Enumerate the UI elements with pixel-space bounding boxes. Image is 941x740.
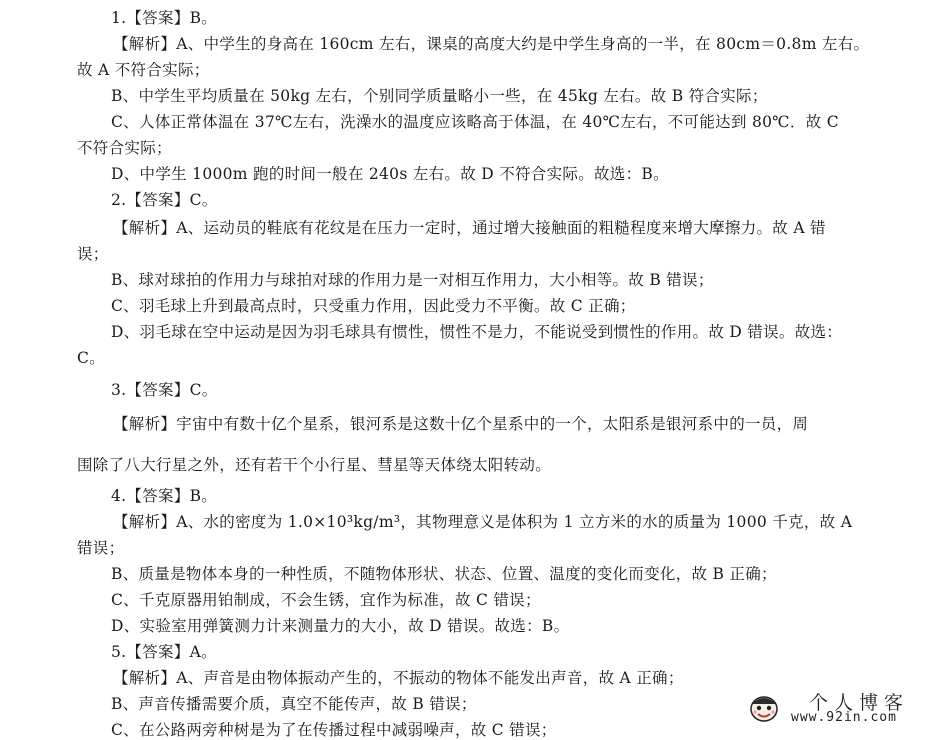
analysis-line: 【解析】A、中学生的身高在 160cm 左右，课桌的高度大约是中学生身高的一半，在 80cm＝0.8m 左右。: [113, 35, 870, 53]
site-watermark: [747, 688, 937, 728]
option-line: D、中学生 1000m 跑的时间一般在 240s 左右。故 D 不符合实际。故选：B。: [111, 165, 669, 183]
option-line: C、在公路两旁种树是为了在传播过程中减弱噪声，故 C 错误；: [111, 721, 557, 739]
option-line: D、实验室用弹簧测力计来测量力的大小，故 D 错误。故选：B。: [111, 617, 570, 635]
continuation-line: 误；: [77, 245, 109, 263]
cartoon-face-logo-icon: [747, 694, 781, 724]
option-line: B、声音传播需要介质，真空不能传声，故 B 错误；: [111, 695, 477, 713]
analysis-line: 【解析】A、声音是由物体振动产生的，不振动的物体不能发出声音，故 A 正确；: [113, 669, 684, 687]
analysis-line: 【解析】A、水的密度为 1.0×10³kg/m³，其物理意义是体积为 1 立方米的水的质量为 1000 千克，故 A: [113, 513, 853, 531]
continuation-line: 围除了八大行星之外，还有若干个小行星、彗星等天体绕太阳转动。: [77, 456, 552, 474]
option-line: B、球对球拍的作用力与球拍对球的作用力是一对相互作用力，大小相等。故 B 错误；: [111, 271, 714, 289]
answer-line-1: 1.【答案】B。: [111, 9, 218, 27]
answer-line-4: 4.【答案】B。: [111, 487, 218, 505]
continuation-line: 不符合实际；: [77, 139, 172, 157]
option-line: B、中学生平均质量在 50kg 左右，个别同学质量略小一些，在 45kg 左右。故 B 符合实际；: [111, 87, 768, 105]
analysis-line: 【解析】宇宙中有数十亿个星系，银河系是这数十亿个星系中的一个，太阳系是银河系中的一员，周: [113, 415, 809, 433]
answer-line-2: 2.【答案】C。: [111, 191, 218, 209]
continuation-line: C。: [77, 349, 105, 367]
continuation-line: 错误；: [77, 539, 125, 557]
option-line: C、羽毛球上升到最高点时，只受重力作用，因此受力不平衡。故 C 正确；: [111, 297, 636, 315]
option-line: B、质量是物体本身的一种性质，不随物体形状、状态、位置、温度的变化而变化，故 B 正确；: [111, 565, 777, 583]
option-line: C、千克原器用铂制成，不会生锈，宜作为标准，故 C 错误；: [111, 591, 541, 609]
option-line: D、羽毛球在空中运动是因为羽毛球具有惯性，惯性不是力，不能说受到惯性的作用。故 D 错误。故选：: [111, 323, 843, 341]
watermark-url: www.92in.com: [791, 710, 897, 725]
analysis-line: 【解析】A、运动员的鞋底有花纹是在压力一定时，通过增大接触面的粗糙程度来增大摩擦力。故 A 错: [113, 219, 826, 237]
answer-line-3: 3.【答案】C。: [111, 381, 218, 399]
watermark-title: 个人博客: [809, 692, 910, 714]
option-line: C、人体正常体温在 37℃左右，洗澡水的温度应该略高于体温，在 40℃左右，不可能达到 80℃．故 C: [111, 113, 839, 131]
answer-line-5: 5.【答案】A。: [111, 643, 217, 661]
continuation-line: 故 A 不符合实际；: [77, 61, 210, 79]
